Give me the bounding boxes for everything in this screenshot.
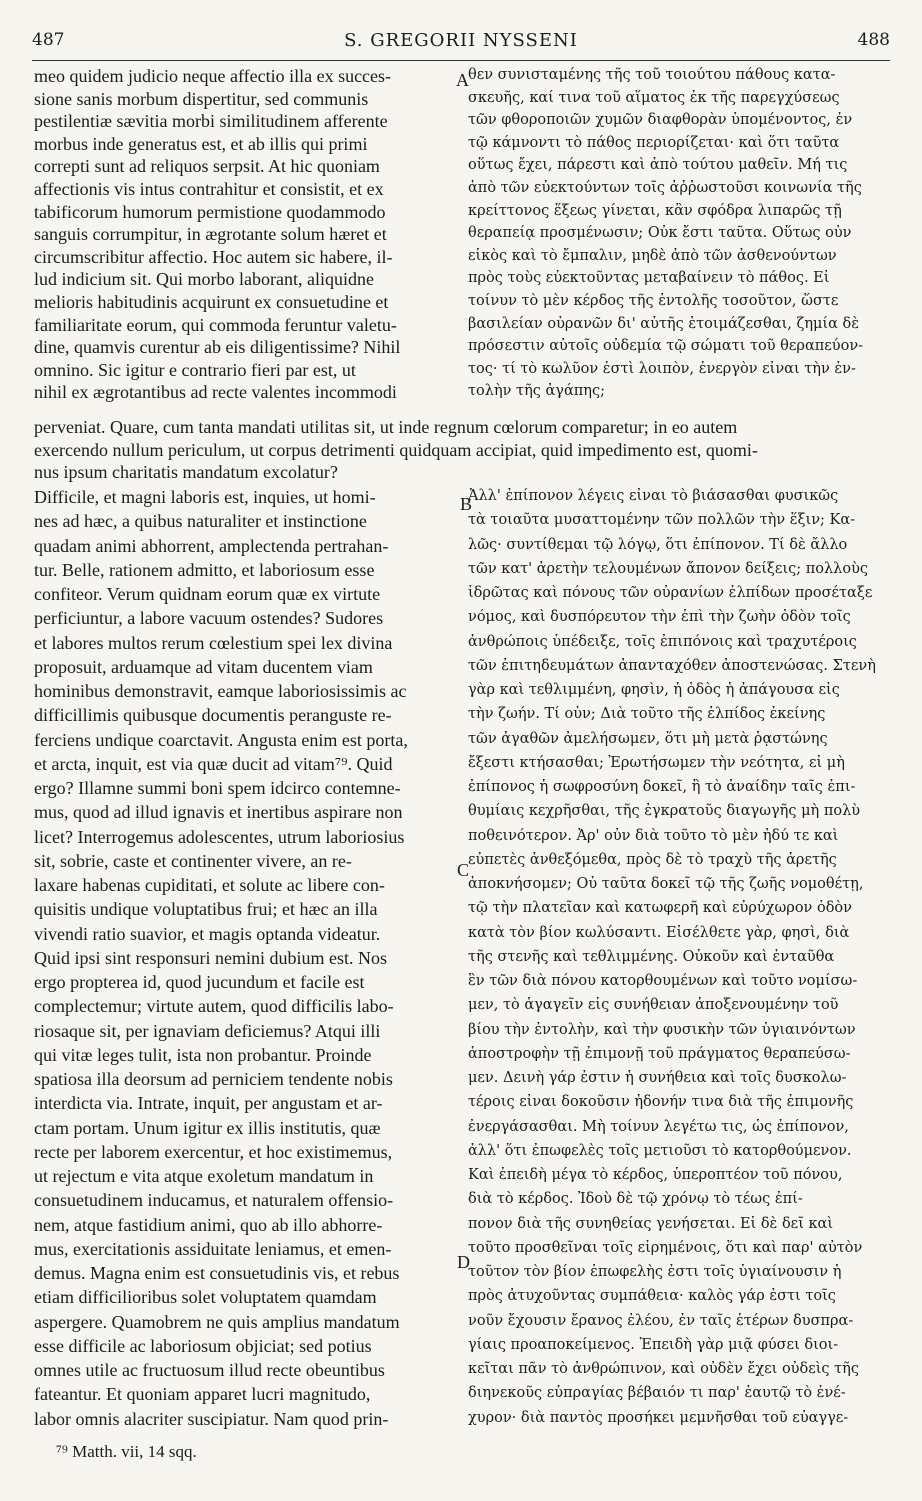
margin-letter-c: C [457,860,470,880]
greek-bottom-line: τὴν ζωήν. Τί οὖν; Διὰ τοῦτο τῆς ἐλπίδος ἐκείνης [468,706,826,723]
latin-bottom-line: quisitis undique voluptatibus frui; et hæc an illa [34,899,378,920]
latin-bottom-line: ergo? Illamne summi boni spem idcirco contemne- [34,778,401,798]
latin-top-line: tabificorum humorum permistione quodammodo [34,201,386,222]
latin-bottom-line: et labores multos rerum cœlestium spei lex divina [34,632,393,653]
latin-bottom-line: et arcta, inquit, est via quæ ducit ad vitam⁷⁹. Quid [34,753,393,774]
latin-top-line: circumscribitur affectio. Hoc autem sic habere, il- [34,246,393,267]
greek-bottom-line: τὰ τοιαῦτα μυσαττομένην τῶν πολλῶν τὴν ἕξιν; Κα- [468,512,856,529]
greek-top-line: πρὸς τοὺς εὐεκτοῦντας μεταβαίνειν τὸ πάθος. Εἰ [468,270,830,287]
greek-bottom-line: τῶν ἀγαθῶν ἀμελήσωμεν, ὅτι μὴ μετὰ ῥᾳστώνης [468,730,828,747]
latin-bottom-line: confiteor. Verum quidnam eorum quæ ex virtute [34,584,381,604]
margin-letter-a: A [456,70,469,90]
greek-bottom-line: τοῦτον τὸν βίον ἐπωφελὴς ἐστι τοῖς ὑγιαίνουσιν ἡ [468,1264,842,1280]
header-rule [32,60,890,61]
latin-top-line: lud indicium sit. Qui morbo laborant, aliquidne [34,269,374,290]
greek-bottom-line: Καὶ ἐπειδὴ μέγα τὸ κέρδος, ὑπεροπτέον τοῦ πόνου, [468,1167,843,1183]
latin-bottom-line: sit, sobrie, caste et continenter vivere, an re- [34,850,352,871]
latin-bottom-line: demus. Magna enim est consuetudinis vis, et rebus [34,1263,400,1283]
latin-full-line: exercendo nullum periculum, ut corpus detrimenti quidquam accipiat, quid impedimento est, quomi- [34,439,758,460]
greek-top-line: οὕτως ἔχει, πάρεστι καὶ ἀπὸ τούτου μαθεῖν. Μή τις [468,157,848,174]
greek-top-line: ἀπὸ τῶν εὐεκτούντων τοῖς ἀῤῥωστοῦσι κοινωνία τῆς [468,180,862,196]
latin-bottom-line: ctam portam. Unum igitur ex illis institutis, quæ [34,1117,381,1138]
latin-bottom-line: riosaque sit, per ignaviam deficiemus? Atqui illi [34,1020,381,1041]
margin-letter-b: B [460,494,473,514]
greek-bottom-line: ἱδρῶτας καὶ πόνους τῶν οὐρανίων ἐλπίδων προσέταξε [468,585,873,601]
margin-letter-d: D [457,1252,470,1272]
latin-bottom-line: mus, exercitationis assiduitate leniamus, et emen- [34,1238,392,1259]
greek-top-line: σκευῆς, καί τινα τοῦ αἵματος ἐκ τῆς παρεγχύσεως [468,89,840,106]
latin-top-line: melioris habitudinis acquirunt ex consuetudine et [34,292,389,312]
greek-top-line: κρείττονος ἕξεως γίνεται, κἂν σφόδρα λιπαρῶς τῇ [468,202,842,219]
greek-top-line: τοίνυν τὸ μὲν κέρδος τῆς ἐντολῆς τοσοῦτον, ὥστε [468,293,839,309]
greek-bottom-line: νοῦν ἔχουσιν ἔρανος ἐλέου, ἐν ταῖς ἑτέρων δυσπρα- [468,1312,854,1329]
running-title: S. GREGORII NYSSENI [344,30,578,51]
greek-bottom-line: λῶς· συντίθεμαι τῷ λόγῳ, ὅτι ἐπίπονον. Τί δὲ ἄλλο [468,536,848,553]
latin-bottom-line: vivendi ratio suavior, et magis optanda videatur. [34,923,381,944]
greek-bottom-line: χυρον· διὰ παντὸς προσήκει μεμνῆσθαι τοῦ εὐαγγε- [468,1409,849,1426]
latin-bottom-line: aspergere. Quamobrem ne quis amplius mandatum [34,1311,400,1332]
greek-bottom-line: ἀποκνήσομεν; Οὐ ταῦτα δοκεῖ τῷ τῆς ζωῆς νομοθέτῃ, [468,876,864,892]
greek-top-line: πρόσεστιν αὐτοῖς οὐδεμία τῷ σώματι τοῦ θεραπεύον- [468,338,864,355]
greek-top-line: θεραπείᾳ προσμένωσιν; Οὐκ ἔστι ταῦτα. Οὕτως οὖν [468,225,852,242]
latin-bottom-line: laxare habenas cupiditati, et solute ac libere con- [34,875,385,895]
latin-top-line: morbus inde generatus est, et ab illis qui primi [34,133,368,154]
latin-bottom-line: ergo propterea id, quod jucundum et facile est [34,972,365,992]
greek-bottom-line: ἀνθρώποις ὑπέδειξε, τοῖς ἐπιπόνοις καὶ τραχυτέροις [468,633,857,650]
latin-top-line: pestilentiæ sævitia morbi similitudinem afferente [34,111,388,132]
greek-top-line: εἰκὸς καὶ τὸ ἔμπαλιν, μηδὲ ἀπὸ τῶν ἀσθενούντων [468,247,837,264]
latin-top-line: affectionis vis intus contrahitur et consistit, et ex [34,179,384,199]
page-number-right: 488 [857,30,890,50]
greek-top-line: τος· τί τὸ κωλῦον ἐστὶ λοιπὸν, ἐνεργὸν εἶναι τὴν ἐν- [468,360,856,377]
latin-bottom-line: recte per laborem exercentur, et hoc existimemus, [34,1141,393,1162]
greek-bottom-line: μεν, τὸ ἀγαγεῖν εἰς συνήθειαν ἀποξενουμένην τοῦ [468,997,839,1014]
latin-top-line: sione sanis morbum dispertitur, sed communis [34,88,369,109]
latin-full-line: perveniat. Quare, cum tanta mandati utilitas sit, ut inde regnum cœlorum comparetur; in eo autem [34,417,738,437]
latin-bottom-line: hominibus demonstravit, eamque laboriosissimis ac [34,681,407,701]
latin-bottom-line: ut rejectum e vita atque exoletum mandatum in [34,1166,374,1186]
latin-bottom-line: nes ad hæc, a quibus naturaliter et instinctione [34,511,367,532]
greek-top-line: τῶν φθοροποιῶν χυμῶν διαφθορὰν ὑπομένοντος, ἐν [468,112,853,129]
latin-bottom-line: Quid ipsi sint responsuri nemini dubium est. Nos [34,947,387,968]
greek-bottom-line: ἀποστροφὴν τῇ ἐπιμονῇ τοῦ πράγματος θεραπεύσω- [468,1045,851,1062]
greek-top-line: θεν συνισταμένης τῆς τοῦ τοιούτου πάθους κατα- [468,67,836,83]
greek-bottom-line: ἀλλ' ὅτι ἐπωφελὲς τοῖς μετιοῦσι τὸ κατορθούμενον. [468,1142,852,1159]
greek-bottom-line: πονον διὰ τῆς συνηθείας γενήσεται. Εἰ δὲ δεῖ καὶ [468,1215,834,1232]
latin-bottom-line: mus, quod ad illud ignavis et inertibus aspirare non [34,802,403,823]
latin-bottom-line: difficillimis quibusque documentis peranguste re- [34,705,392,726]
latin-bottom-line: qui vitæ leges tulit, ista non probantur. Proinde [34,1044,372,1065]
greek-bottom-line: ποθεινότερον. Ἆρ' οὖν διὰ τοῦτο τὸ μὲν ἡδύ τε καὶ [468,827,839,844]
latin-top-line: sanguis corrumpitur, in ægrotante solum hæret et [34,224,387,245]
greek-bottom-line: νόμος, καὶ δυσπόρευτον τὴν ἐπὶ τὴν ζωὴν ὁδὸν τοῖς [468,609,851,626]
greek-bottom-line: διηνεκοῦς εὐπραγίας βέβαιόν τι παρ' ἑαυτῷ τὸ ἐνέ- [468,1385,846,1402]
greek-bottom-line: ἐπίπονος ἡ σωφροσύνη δοκεῖ, ἢ τὸ ἀναίδην ταῖς ἐπι- [468,779,856,795]
greek-bottom-line: εὐπετὲς ἀνθεξόμεθα, πρὸς δὲ τὸ τραχὺ τῆς ἀρετῆς [468,851,837,868]
latin-bottom-line: licet? Interrogemus adolescentes, utrum laboriosius [34,826,405,847]
latin-bottom-line: interdicta via. Intrate, inquit, per angustam et ar- [34,1093,383,1114]
latin-bottom-line: labor omnis alacriter suscipiatur. Nam quod prin- [34,1408,389,1429]
greek-bottom-line: ἔξεστι κτήσασθαι; Ἐρωτήσωμεν τὴν νεότητα, εἰ μὴ [468,754,845,771]
latin-top-line: dine, quamvis curentur ab eis diligentissime? Nihil [34,337,401,358]
greek-top-line: βασιλείαν οὐρανῶν δι' αὐτῆς ἑτοιμάζεσθαι, ζημία δὲ [468,315,860,332]
greek-bottom-line: τοῦτο προσθεῖναι τοῖς εἰρημένοις, ὅτι καὶ παρ' αὐτὸν [468,1239,863,1256]
latin-bottom-line: complectemur; virtute autem, quod difficilis labo- [34,996,394,1017]
latin-bottom-line: consuetudinem inducamus, et naturalem offensio- [34,1190,394,1211]
greek-bottom-line: ἓν τῶν διὰ πόνου κατορθουμένων καὶ τοῦτο νομίσω- [468,973,858,989]
greek-bottom-line: τῶν κατ' ἀρετὴν τελουμένων ἄπονον δείξεις; πολλοὺς [468,560,869,577]
latin-bottom-line: proposuit, arduamque ad vitam ducentem viam [34,656,373,677]
latin-top-line: meo quidem judicio neque affectio illa ex succes- [34,66,392,86]
latin-bottom-line: quadam animi abhorrent, amplectenda pertrahan- [34,535,389,556]
greek-bottom-line: τῆς στενῆς καὶ τεθλιμμένης. Οὐκοῦν καὶ ἐνταῦθα [468,948,835,965]
greek-bottom-line: διὰ τὸ κέρδος. Ἰδοὺ δὲ τῷ χρόνῳ τὸ τέως ἐπί- [468,1191,803,1208]
greek-bottom-line: τέροις εἶναι δοκοῦσιν ἡδονήν τινα διὰ τῆς ἐπιμονῆς [468,1094,854,1111]
greek-bottom-line: βίου τὴν ἐντολὴν, καὶ τὴν φυσικὴν τῶν ὑγιαινόντων [468,1021,856,1038]
latin-bottom-line: nem, atque fastidium animi, quo ab illo abhorre- [34,1214,383,1235]
greek-bottom-line: τῶν ἐπιτηδευμάτων ἀπανταχόθεν ἀποστενώσας. Στενὴ [468,657,876,674]
latin-top-line: familiaritate eorum, qui commoda feruntur valetu- [34,314,397,335]
greek-bottom-line: πρὸς ἀτυχοῦντας συμπάθεια· καλὸς γάρ ἐστι τοῖς [468,1288,836,1305]
latin-bottom-line: omnes utile ac fructuosum illud recte obeuntibus [34,1360,385,1380]
greek-bottom-line: Ἀλλ' ἐπίπονον λέγεις εἶναι τὸ βιάσασθαι φυσικῶς [468,488,839,504]
greek-bottom-line: τῷ τὴν πλατεῖαν καὶ κατωφερῆ καὶ εὐρύχωρον ὁδὸν [468,900,852,917]
latin-top-line: nihil ex ægrotantibus ad recte valentes incommodi [34,382,397,403]
page-number-left: 487 [32,30,65,50]
latin-bottom-line: spatiosa illa deorsum ad perniciem tendente nobis [34,1069,393,1089]
greek-bottom-line: θυμίαις κεχρῆσθαι, τῆς ἐγκρατοῦς διαγωγῆς μὴ πολὺ [468,803,861,820]
greek-top-line: τῷ κάμνοντι τὸ πάθος περιορίζεται· καὶ ὅτι ταῦτα [468,134,840,151]
latin-bottom-line: ferciens undique coarctavit. Angusta enim est porta, [34,729,408,750]
latin-bottom-line: etiam difficilioribus solet voluptatem quamdam [34,1287,377,1308]
greek-bottom-line: κατὰ τὸν βίον κωλύσαντι. Εἰσέλθετε γὰρ, φησὶ, διὰ [468,924,850,941]
greek-top-line: τολὴν τῆς ἀγάπης; [468,383,605,400]
latin-full-line: nus ipsum charitatis mandatum excolatur? [34,462,338,483]
latin-bottom-line: tur. Belle, rationem admitto, et laboriosum esse [34,559,375,580]
greek-bottom-line: γὰρ καὶ τεθλιμμένη, φησὶν, ἡ ὁδὸς ἡ ἀπάγουσα εἰς [468,682,840,698]
footnote: ⁷⁹ Matth. vii, 14 sqq. [56,1442,197,1461]
greek-bottom-line: γίαις προαποκείμενος. Ἐπειδὴ γὰρ μιᾷ φύσει διοι- [468,1336,839,1353]
page-header [32,30,890,56]
greek-bottom-line: κεῖται πᾶν τὸ ἀνθρώπινον, καὶ οὐδὲν ἔχει οὐδεὶς τῆς [468,1361,859,1377]
latin-top-line: correpti sunt ad reliquos serpsit. At hic quoniam [34,156,380,177]
greek-bottom-line: ἐνεργάσασθαι. Μὴ τοίνυν λεγέτω τις, ὡς ἐπίπονον, [468,1118,849,1135]
latin-bottom-line: esse difficile ac laboriosum objiciat; sed potius [34,1335,372,1356]
greek-bottom-line: μεν. Δεινὴ γάρ ἐστιν ἡ συνήθεια καὶ τοῖς δυσκολω- [468,1070,847,1086]
latin-bottom-line: fateantur. Et quoniam apparet lucri magnitudo, [34,1384,371,1405]
latin-top-line: omnino. Sic igitur e contrario fieri par est, ut [34,359,356,380]
latin-bottom-line: perficiuntur, a labore vacuum ostendes? Sudores [34,608,384,629]
latin-bottom-line: Difficile, et magni laboris est, inquies, ut homi- [34,487,376,507]
